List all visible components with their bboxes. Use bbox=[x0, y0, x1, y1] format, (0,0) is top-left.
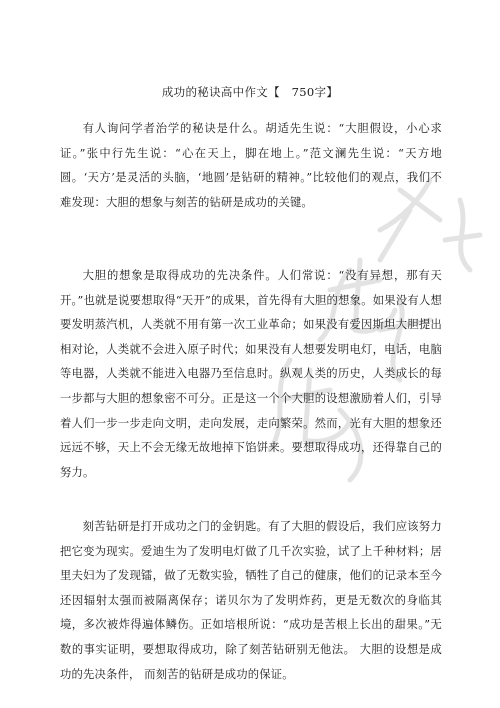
paragraph-diligence: 刻苦钻研是打开成功之门的金钥匙。有了大胆的假设后，我们应该努力把它变为现实。爱迪生为了发明电灯做了几千次实验，试了上千种材料；居里夫妇为了发现镭，做了无数实验，牺牲了自己的健康，他们的记录本至今还因辐射太强而被隔离保存；诺贝尔为了发明炸药，更是无数次的身临其境，多次被炸得遍体鳞伤。正如培根所说：“成功是苦根上长出的甜果。”无数的事实证明，要想取得成功，除了刻苦钻研别无他法。 大胆的设想是成功的先决条件， 而刻苦的钻研是成功的保证。 bbox=[60, 520, 442, 681]
page-title: 成功的秘诀高中作文【 750字】 bbox=[161, 85, 339, 99]
paragraph-intro: 有人询问学者治学的秘诀是什么。胡适先生说：“大胆假设，小心求证。”张中行先生说：“心在天上，脚在地上。”范文澜先生说：“天方地圆。‘天方’是灵活的头脑，‘地圆’是钻研的精神。”比较他们的观点，我们不难发现：大胆的想象与刻苦的钻研是成功的关键。 bbox=[60, 122, 442, 209]
paragraph-imagination: 大胆的想象是取得成功的先决条件。人们常说：“没有异想，那有天开。”也就是说要想取得“天开”的成果，首先得有大胆的想象。如果没有人想要发明蒸汽机，人类就不用有第一次工业革命；如果没有爱因斯坦大胆提出相对论，人类就不会进入原子时代；如果没有人想要发明电灯，电话，电脑等电器，人类就不能进入电器乃至信息时。纵观人类的历史，人类成长的每一步都与大胆的想象密不可分。正是这一个个大胆的设想激励着人们，引导着人们一步一步走向文明，走向发展，走向繁荣。然而，光有大胆的想象还远远不够，天上不会无缘无故地掉下馅饼来。要想取得成功，还得靠自己的努力。 bbox=[60, 269, 442, 479]
